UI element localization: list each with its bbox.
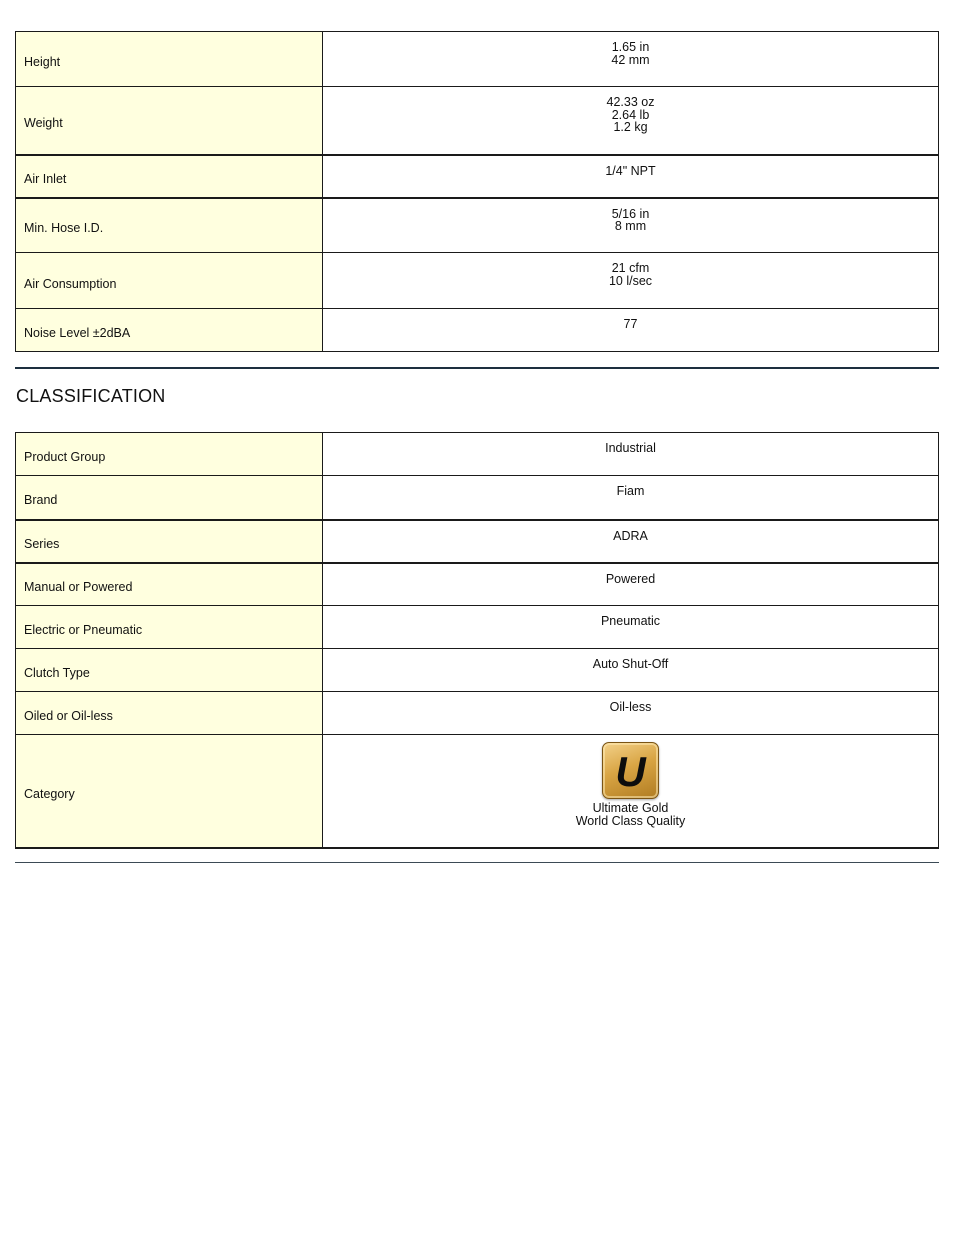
row-label: Weight: [16, 87, 323, 155]
row-value: [323, 735, 939, 848]
value-line: 77: [623, 317, 638, 331]
value-line: 5/16 in: [611, 206, 650, 221]
table-row: [16, 433, 939, 476]
row-label: Min. Hose I.D.: [16, 198, 323, 253]
row-label: Category: [16, 735, 323, 848]
row-value: ADRA: [323, 520, 939, 563]
row-value: [323, 253, 939, 309]
classification-table: [15, 432, 939, 849]
row-value: Powered: [323, 563, 939, 606]
row-label: Air Inlet: [16, 155, 323, 198]
row-value: Industrial: [323, 433, 939, 476]
section-title: CLASSIFICATION: [16, 386, 166, 406]
badge-letter: U: [615, 747, 646, 795]
row-label: Series: [16, 520, 323, 563]
table-row: [16, 253, 939, 309]
row-value: Oil-less: [323, 692, 939, 735]
table-row: [16, 32, 939, 87]
value-line: 1/4" NPT: [605, 163, 656, 178]
value-line: 2.64 lb: [611, 107, 650, 122]
row-label: Manual or Powered: [16, 563, 323, 606]
row-value: Fiam: [323, 476, 939, 520]
value-line: 21 cfm: [611, 261, 650, 275]
value-line: 8 mm: [614, 219, 647, 233]
row-value: Pneumatic: [323, 606, 939, 649]
value-line: 10 l/sec: [608, 273, 653, 288]
category-badge: [602, 742, 659, 799]
section-divider: [15, 367, 939, 369]
table-row: [16, 735, 939, 848]
row-value: [323, 198, 939, 253]
row-value: [323, 155, 939, 198]
table-row: [16, 692, 939, 735]
category-line: World Class Quality: [575, 813, 686, 828]
value-line: 42 mm: [611, 52, 650, 67]
table-row: [16, 309, 939, 352]
row-value: Auto Shut-Off: [323, 649, 939, 692]
table-row: [16, 87, 939, 155]
row-label: Height: [16, 32, 323, 87]
ultimate-gold-badge-icon: [602, 742, 659, 799]
row-value: [323, 309, 939, 352]
row-label: Noise Level ±2dBA: [16, 309, 323, 352]
row-label: Product Group: [16, 433, 323, 476]
row-label: Oiled or Oil-less: [16, 692, 323, 735]
row-label: Clutch Type: [16, 649, 323, 692]
value-line: 1.2 kg: [613, 120, 648, 134]
row-value: [323, 32, 939, 87]
section-divider: [15, 862, 939, 863]
row-label: Brand: [16, 476, 323, 520]
row-value: [323, 87, 939, 155]
table-row: [16, 155, 939, 198]
row-label: Air Consumption: [16, 253, 323, 309]
table-row: [16, 649, 939, 692]
table-row: [16, 198, 939, 253]
table-row: [16, 606, 939, 649]
value-line: 42.33 oz: [606, 95, 655, 109]
category-line: Ultimate Gold: [592, 801, 669, 815]
row-label: Electric or Pneumatic: [16, 606, 323, 649]
dimensions-table: [15, 31, 939, 352]
table-row: [16, 520, 939, 563]
value-line: 1.65 in: [611, 40, 650, 54]
table-row: [16, 563, 939, 606]
table-row: [16, 476, 939, 520]
